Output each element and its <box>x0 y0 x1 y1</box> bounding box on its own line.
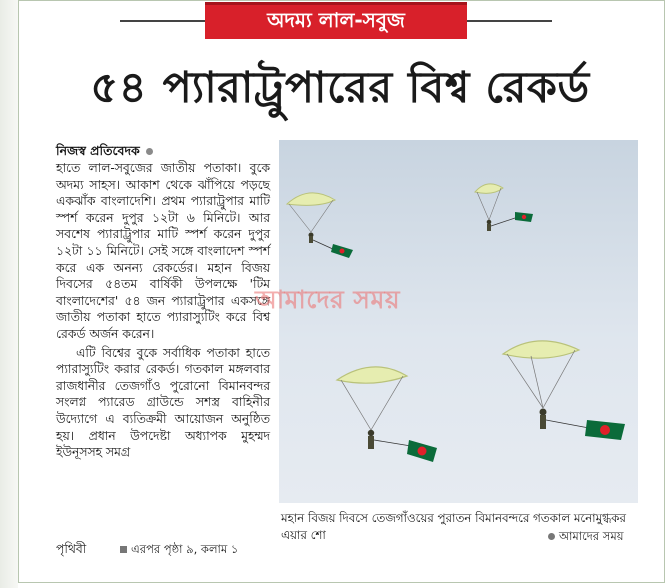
headline: ৫৪ প্যারাট্রুপারের বিশ্ব রেকর্ড <box>90 62 590 113</box>
square-bullet-icon <box>120 546 127 553</box>
banner-rule-right <box>467 20 552 22</box>
banner-rule-left <box>120 20 205 22</box>
parachutist-3 <box>503 341 625 440</box>
parachutist-1 <box>287 193 353 258</box>
byline-dot-icon <box>146 148 153 155</box>
article-paragraph-2: এটি বিশ্বের বুকে সর্বাধিক পতাকা হাতে প্যারাস্যুটিং করার রেকর্ড। গতকাল মঙ্গলবার রাজধানীর তেজগাঁও পুরোনো বিমানবন্দর সংলগ্ন প্যারেড গ্রাউন্ডে সশস্ত্র বাহিনীর উদ্যোগে এ ব্যতিক্রমী আয়োজন অনুষ্ঠিত হয়। প্রধান উপদেষ্টা অধ্যাপক মুহম্মদ ইউনূসসহ সমগ্র <box>56 345 270 460</box>
byline-text: নিজস্ব প্রতিবেদক <box>56 143 140 158</box>
photo-credit-text: আমাদের সময় <box>559 529 624 543</box>
article-body <box>56 160 270 461</box>
photo-credit <box>548 528 624 547</box>
page-edge-shadow <box>0 0 18 588</box>
credit-dot-icon <box>548 533 555 540</box>
photo-caption: মহান বিজয় দিবসে তেজগাঁওয়ের পুরাতন বিমানবন্দরে গতকাল মনোমুগ্ধকর এয়ার শো <box>281 511 626 542</box>
continued-text: এরপর পৃষ্ঠা ৯, কলাম ১ <box>131 542 239 556</box>
continued-notice <box>120 541 238 560</box>
section-banner: অদম্য লাল-সবুজ <box>205 2 467 39</box>
photo-watermark: আমাদের সময় <box>255 285 401 314</box>
article-paragraph-1: হাতে লাল-সবুজের জাতীয় পতাকা। বুকে অদম্য সাহস। আকাশ থেকে ঝাঁপিয়ে পড়ছে একঝাঁক বাংলাদেশি। প্রথম প্যারাট্রুপার মাটি স্পর্শ করেন দুপুর ১২টা ৬ মিনিটে। আর সবশেষ প্যারাট্রুপার মাটি স্পর্শ করেন দুপুর ১২টা ১১ মিনিটে। সেই সঙ্গে বাংলাদেশ স্পর্শ করে এক অনন্য রেকর্ডের। মহান বিজয় দিবসের ৫৪তম বার্ষিকী উপলক্ষে 'টিম বাংলাদেশের' ৫৪ জন প্যারাট্রুপার একসঙ্গে জাতীয় পতাকা হাতে প্যারাস্যুটিং করে বিশ্ব রেকর্ড অর্জন করেন। <box>56 161 270 341</box>
parachutist-2 <box>475 184 533 231</box>
parachutist-4 <box>337 367 437 462</box>
article-tail: পৃথিবী <box>56 542 87 556</box>
